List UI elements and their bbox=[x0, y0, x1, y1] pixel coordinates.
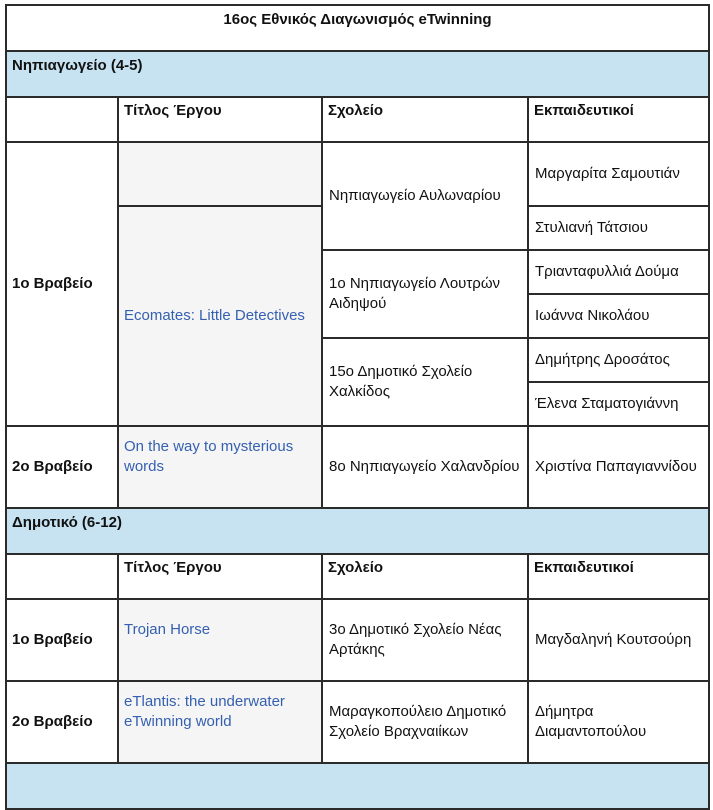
section-primary: Δημοτικό (6-12) bbox=[6, 508, 709, 554]
teacher-cell: Ιωάννα Νικολάου bbox=[528, 294, 709, 338]
project-link[interactable]: On the way to mysterious words bbox=[118, 426, 322, 508]
table-title: 16ος Εθνικός Διαγωνισμός eTwinning bbox=[6, 5, 709, 51]
header-school: Σχολείο bbox=[322, 554, 528, 599]
school-cell: Μαραγκοπούλειο Δημοτικό Σχολείο Βραχναιίκων bbox=[322, 681, 528, 763]
teacher-cell: Μαγδαληνή Κουτσούρη bbox=[528, 599, 709, 681]
teacher-cell: Μαργαρίτα Σαμουτιάν bbox=[528, 142, 709, 206]
teacher-cell: Στυλιανή Τάτσιου bbox=[528, 206, 709, 250]
teacher-cell: Δήμητρα Διαμαντοπούλου bbox=[528, 681, 709, 763]
project-link[interactable]: eTlantis: the underwater eTwinning world bbox=[118, 681, 322, 763]
project-link[interactable]: Ecomates: Little Detectives bbox=[118, 206, 322, 426]
teacher-cell: Τριανταφυλλιά Δούμα bbox=[528, 250, 709, 294]
prize-label: 1ο Βραβείο bbox=[6, 599, 118, 681]
header-empty bbox=[6, 97, 118, 142]
teacher-cell: Δημήτρης Δροσάτος bbox=[528, 338, 709, 382]
school-cell: 8ο Νηπιαγωγείο Χαλανδρίου bbox=[322, 426, 528, 508]
school-cell: 3ο Δημοτικό Σχολείο Νέας Αρτάκης bbox=[322, 599, 528, 681]
header-project-title: Τίτλος Έργου bbox=[118, 554, 322, 599]
prize-label: 2ο Βραβείο bbox=[6, 426, 118, 508]
school-cell: Νηπιαγωγείο Αυλωναρίου bbox=[322, 142, 528, 250]
project-link[interactable]: Trojan Horse bbox=[118, 599, 322, 681]
awards-table bbox=[5, 4, 710, 810]
section-kindergarten: Νηπιαγωγείο (4-5) bbox=[6, 51, 709, 97]
section-next-cut bbox=[6, 763, 709, 809]
prize-label: 1ο Βραβείο bbox=[6, 142, 118, 426]
header-project-title: Τίτλος Έργου bbox=[118, 97, 322, 142]
header-teachers: Εκπαιδευτικοί bbox=[528, 97, 709, 142]
teacher-cell: Έλενα Σταματογιάννη bbox=[528, 382, 709, 426]
header-empty bbox=[6, 554, 118, 599]
school-cell: 1ο Νηπιαγωγείο Λουτρών Αιδηψού bbox=[322, 250, 528, 338]
prize-label: 2ο Βραβείο bbox=[6, 681, 118, 763]
school-cell: 15ο Δημοτικό Σχολείο Χαλκίδος bbox=[322, 338, 528, 426]
teacher-cell: Χριστίνα Παπαγιαννίδου bbox=[528, 426, 709, 508]
header-teachers: Εκπαιδευτικοί bbox=[528, 554, 709, 599]
header-school: Σχολείο bbox=[322, 97, 528, 142]
empty-project-cell bbox=[118, 142, 322, 206]
